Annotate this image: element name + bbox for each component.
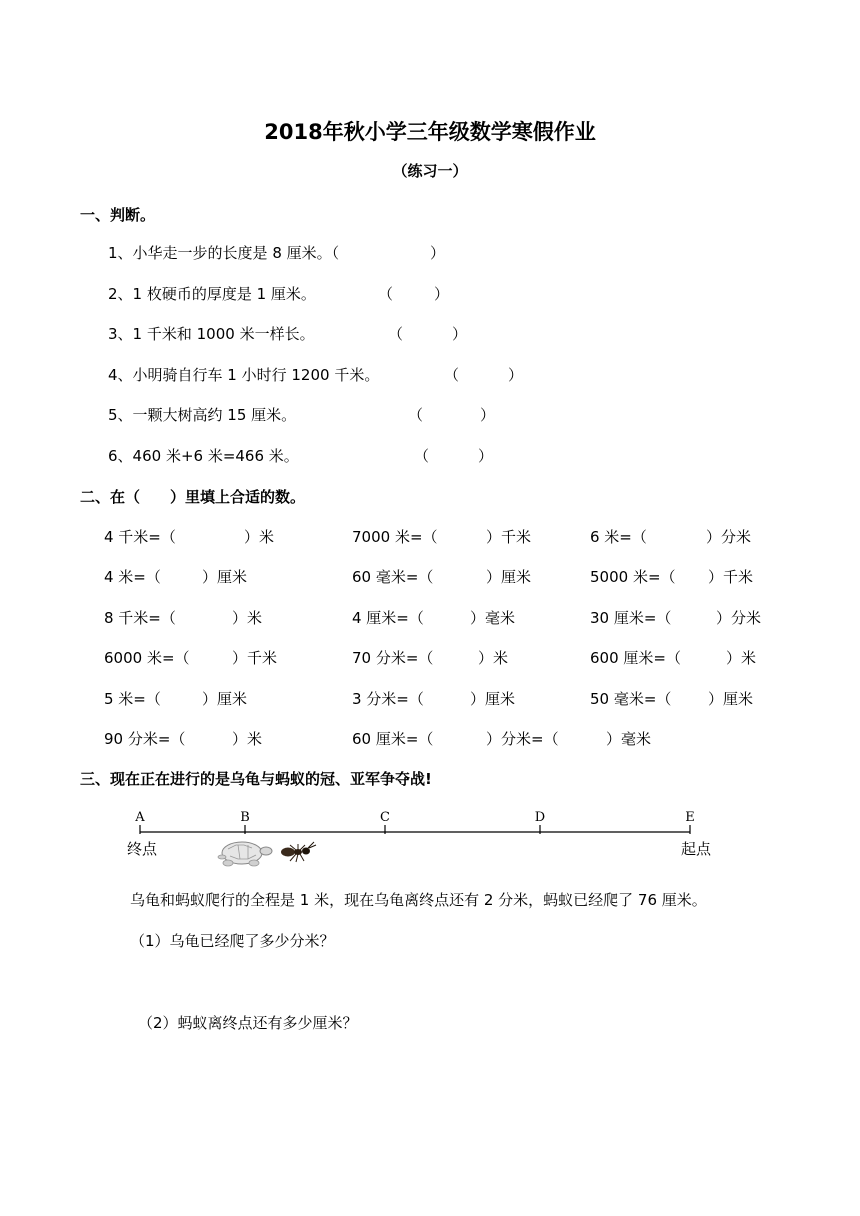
section3-heading: 三、现在正在进行的是乌龟与蚂蚁的冠、亚军争夺战! (80, 770, 432, 788)
fill-blank-5-2: 3 分米=（ (352, 690, 424, 708)
fill-unit-1-3: ）分米 (706, 528, 752, 546)
judge-item-4-open: （ (444, 366, 460, 384)
judge-item-2-close: ） (434, 285, 450, 303)
judge-item-5-close: ） (480, 406, 496, 424)
judge-item-4: 4、小明骑自行车 1 小时行 1200 千米。 (108, 366, 380, 384)
fill-blank-3-2: 4 厘米=（ (352, 609, 424, 627)
fill-blank-1-3: 6 米=（ (590, 528, 647, 546)
judge-item-2-open: （ (378, 285, 394, 303)
problem-text: 乌龟和蚂蚁爬行的全程是 1 米，现在乌龟离终点还有 2 分米，蚂蚁已经爬了 76 厘米。 (130, 891, 707, 909)
fill-unit-3-3: ）分米 (716, 609, 762, 627)
fill-unit-5-1: ）厘米 (202, 690, 248, 708)
ant-icon (281, 842, 316, 862)
section2-heading: 二、在（ ）里填上合适的数。 (80, 488, 306, 506)
fill-unit-2-1: ）厘米 (202, 568, 248, 586)
judge-item-3: 3、1 千米和 1000 米一样长。 (108, 325, 315, 343)
fill-blank-2-1: 4 米=（ (104, 568, 161, 586)
judge-item-1-close: ） (430, 244, 446, 262)
point-label-e: E (685, 810, 695, 825)
judge-item-6-open: （ (414, 447, 430, 465)
fill-unit-3-2: ）毫米 (470, 609, 516, 627)
judge-item-1: 1、小华走一步的长度是 8 厘米。（ (108, 244, 340, 262)
section1-heading: 一、判断。 (80, 206, 156, 224)
fill-blank-6-1: 90 分米=（ (104, 730, 186, 748)
fill-unit-1-1: ）米 (244, 528, 275, 546)
start-label: 起点 (681, 840, 712, 858)
fill-unit-5-2: ）厘米 (470, 690, 516, 708)
fill-unit-2-2: ）厘米 (486, 568, 532, 586)
fill-unit-3-1: ）米 (232, 609, 263, 627)
fill-blank-4-1: 6000 米=（ (104, 649, 190, 667)
fill-unit-4-3: ）米 (726, 649, 757, 667)
fill-blank-1-1: 4 千米=（ (104, 528, 176, 546)
question-1: （1）乌龟已经爬了多少分米？ (130, 932, 335, 950)
fill-blank-1-2: 7000 米=（ (352, 528, 438, 546)
page-subtitle: （练习一） (392, 162, 468, 180)
fill-blank-5-3: 50 毫米=（ (590, 690, 672, 708)
judge-item-3-close: ） (452, 325, 468, 343)
point-label-a: A (135, 810, 145, 825)
judge-item-3-open: （ (388, 325, 404, 343)
judge-item-6-close: ） (478, 447, 494, 465)
judge-item-2: 2、1 枚硬币的厚度是 1 厘米。 (108, 285, 316, 303)
fill-blank-3-3: 30 厘米=（ (590, 609, 672, 627)
fill-unit-6-3: ）毫米 (606, 730, 652, 748)
point-label-b: B (240, 810, 250, 825)
end-label: 终点 (127, 840, 158, 858)
judge-item-6: 6、460 米+6 米=466 米。 (108, 447, 299, 465)
fill-blank-5-1: 5 米=（ (104, 690, 161, 708)
fill-unit-6-2: ）分米=（ (486, 730, 559, 748)
fill-blank-4-2: 70 分米=（ (352, 649, 434, 667)
fill-unit-4-2: ）米 (478, 649, 509, 667)
fill-unit-4-1: ）千米 (232, 649, 278, 667)
fill-unit-6-1: ）米 (232, 730, 263, 748)
fill-blank-2-3: 5000 米=（ (590, 568, 676, 586)
fill-unit-5-3: ）厘米 (708, 690, 754, 708)
fill-unit-2-3: ）千米 (708, 568, 754, 586)
fill-blank-4-3: 600 厘米=（ (590, 649, 681, 667)
judge-item-4-close: ） (508, 366, 524, 384)
turtle-icon (218, 842, 272, 866)
judge-item-5: 5、一颗大树高约 15 厘米。 (108, 406, 297, 424)
fill-blank-6-2: 60 厘米=（ (352, 730, 434, 748)
page-title: 2018年秋小学三年级数学寒假作业 (264, 120, 596, 144)
fill-unit-1-2: ）千米 (486, 528, 532, 546)
question-2: （2）蚂蚁离终点还有多少厘米？ (138, 1014, 358, 1032)
fill-blank-2-2: 60 毫米=（ (352, 568, 434, 586)
point-label-c: C (380, 810, 390, 825)
judge-item-5-open: （ (408, 406, 424, 424)
point-label-d: D (534, 810, 546, 825)
fill-blank-3-1: 8 千米=（ (104, 609, 176, 627)
